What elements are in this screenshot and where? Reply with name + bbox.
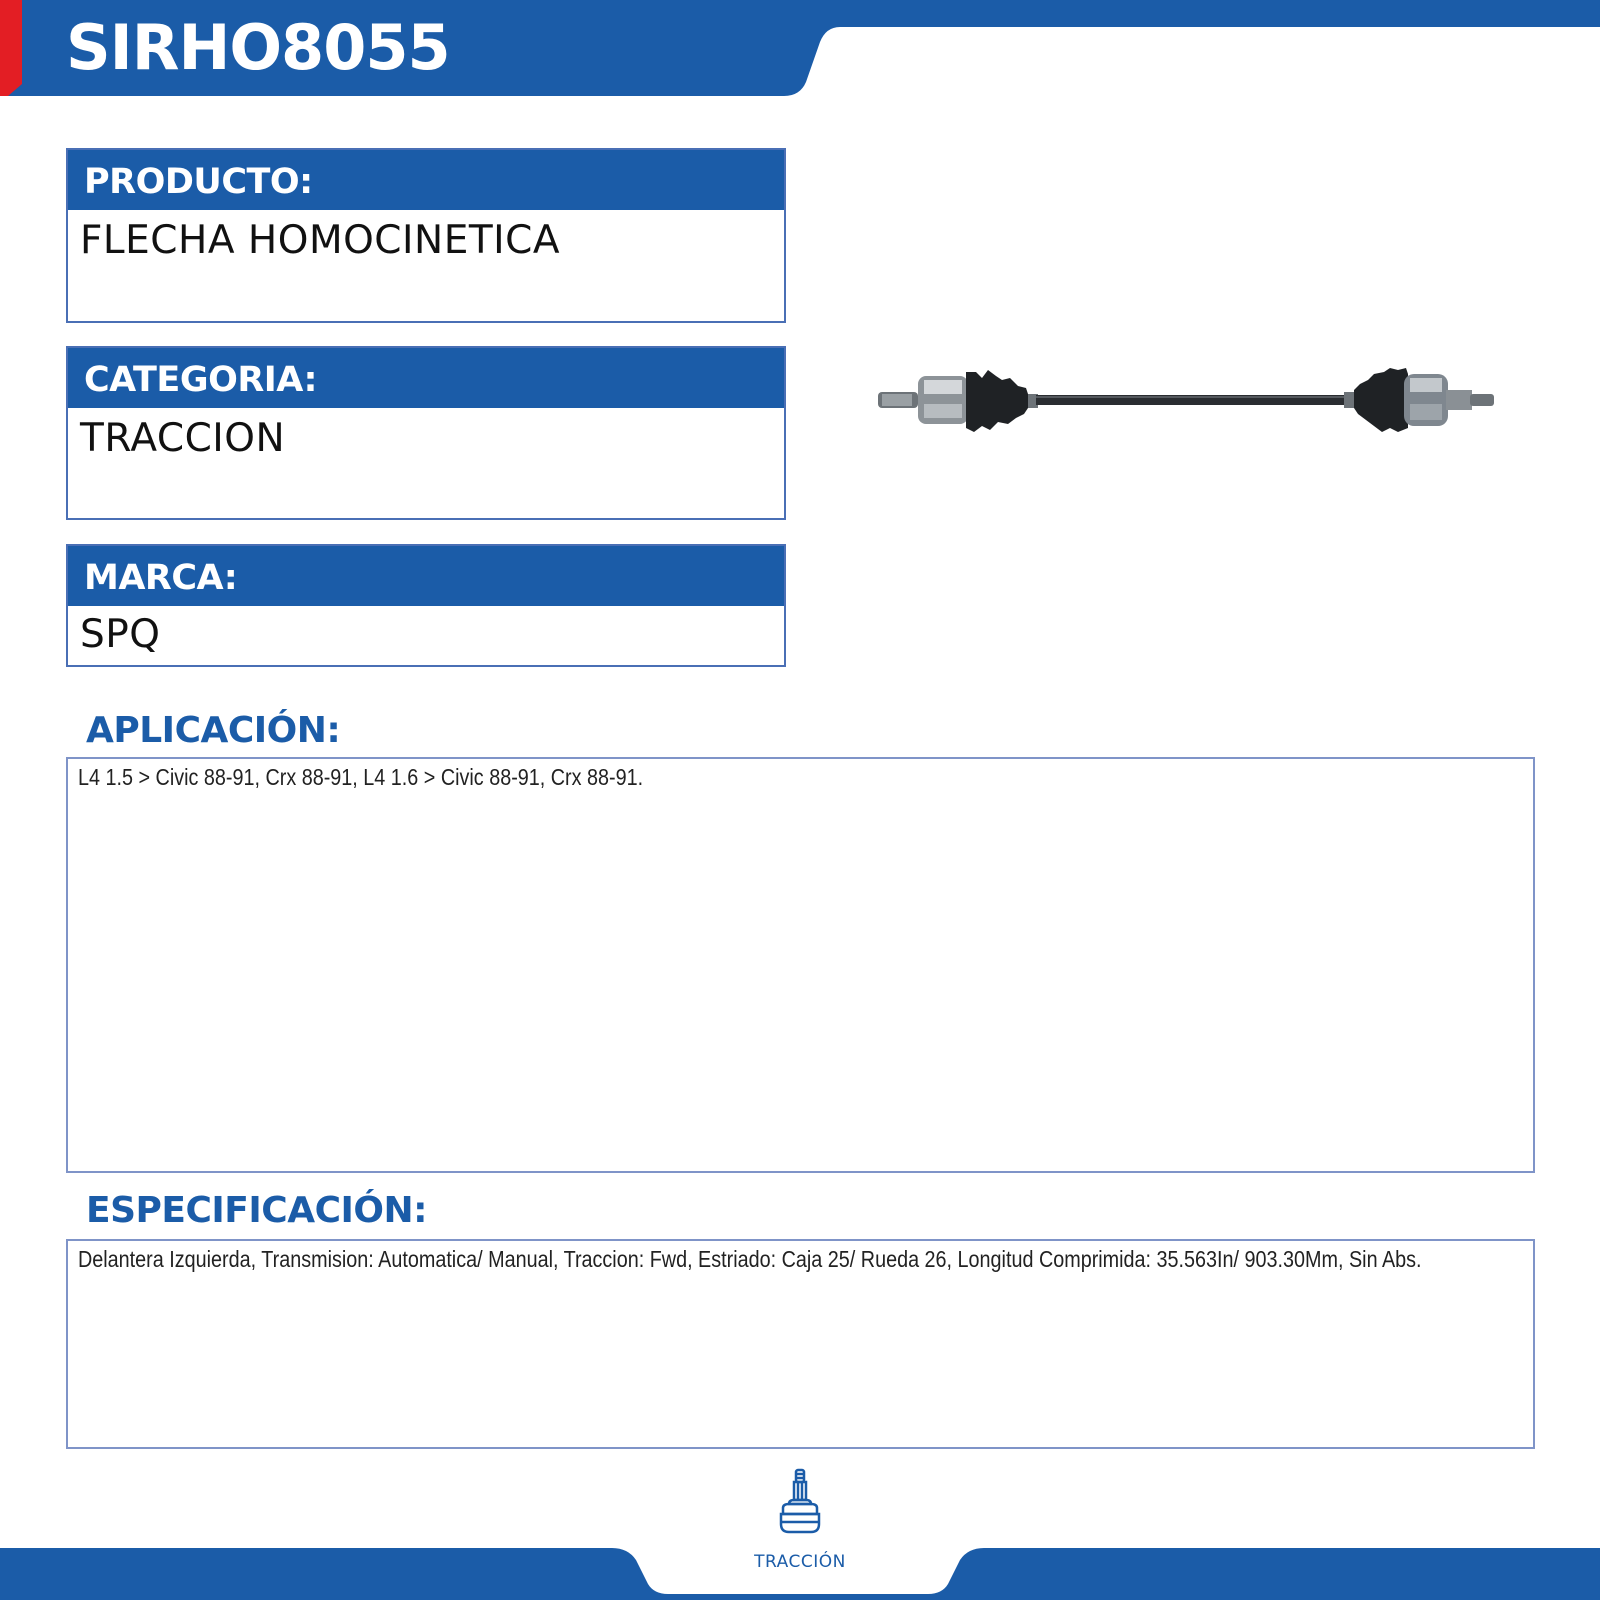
producto-box — [66, 148, 786, 323]
producto-label: PRODUCTO: — [68, 150, 784, 210]
cv-axle-shaft-image — [878, 368, 1494, 438]
cv-joint-icon — [777, 1468, 823, 1534]
traccion-badge-label: TRACCIÓN — [754, 1552, 846, 1572]
categoria-label: CATEGORIA: — [68, 348, 784, 408]
categoria-value: TRACCION — [80, 416, 286, 461]
especificacion-title: ESPECIFICACIÓN: — [86, 1190, 428, 1231]
aplicacion-title: APLICACIÓN: — [86, 710, 341, 751]
marca-label: MARCA: — [68, 546, 784, 606]
marca-box — [66, 544, 786, 667]
aplicacion-text: L4 1.5 > Civic 88-91, Crx 88-91, L4 1.6 > Civic 88-91, Crx 88-91. — [78, 764, 644, 790]
marca-value: SPQ — [80, 612, 161, 657]
product-sku-title: SIRHO8055 — [66, 11, 450, 84]
header-banner — [0, 0, 1600, 100]
especificacion-box — [66, 1239, 1535, 1449]
especificacion-text: Delantera Izquierda, Transmision: Automatica/ Manual, Traccion: Fwd, Estriado: Caja 25/ Rueda 26, Longitud Comprimida: 35.563In/ 903.30Mm, Sin Abs. — [78, 1246, 1422, 1272]
producto-value: FLECHA HOMOCINETICA — [80, 218, 561, 263]
categoria-box — [66, 346, 786, 520]
aplicacion-box — [66, 757, 1535, 1173]
